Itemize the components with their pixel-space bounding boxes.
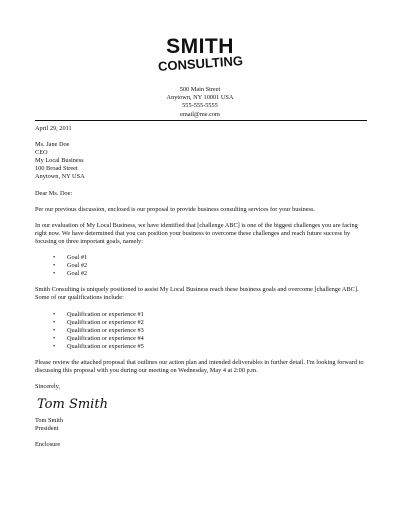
- paragraph: Please review the attached proposal that outlines our action plan and intended deliverables in further detail. I'm looking forward to discussing this proposal with you during our meeting on Wednesday, May 4 at 2:00 p.m.: [35, 358, 364, 375]
- list-item: • Goal #2: [53, 270, 370, 278]
- list-item: • Goal #2: [53, 262, 370, 270]
- recipient-title: CEO: [35, 149, 48, 157]
- address-street: 500 Main Street: [179, 86, 221, 93]
- letterhead-divider: [35, 120, 367, 121]
- signer-title: President: [35, 425, 59, 433]
- paragraph: Per our previous discussion, enclosed is our proposal to provide business consulting services for your business.: [35, 205, 315, 213]
- recipient-city: Anytown, NY USA: [35, 173, 85, 181]
- recipient-company: My Local Business: [35, 157, 84, 165]
- list-item: • Qualification or experience #4: [53, 335, 370, 343]
- letter-date: April 29, 2011: [35, 125, 72, 132]
- recipient-block: [35, 141, 370, 181]
- email-address: email@me.com: [180, 110, 220, 118]
- closing: Sincerely,: [35, 383, 60, 391]
- list-item: • Qualification or experience #3: [53, 327, 370, 335]
- list-item: • Goal #1: [53, 254, 370, 262]
- enclosure-note: Enclosure: [35, 441, 61, 449]
- logo-wordmark-consulting: CONSULTING: [157, 53, 243, 74]
- signer-name: Tom Smith: [35, 417, 64, 425]
- recipient-street: 100 Broad Street: [35, 165, 78, 173]
- paragraph: In our evaluation of My Local Business, we have identified that [challenge ABC] is one of the biggest challenges you are facing right now. We have determined that you can position your business to overcome these challenges and reach future success by focusing on three important goals, namely:: [35, 221, 358, 245]
- qualifications-list: [35, 311, 370, 351]
- salutation: Dear Ms. Doe:: [35, 189, 73, 197]
- list-item: • Qualification or experience #1: [53, 311, 370, 319]
- company-logo: [0, 35, 400, 74]
- address-city: Anytown, NY 10001 USA: [166, 94, 234, 102]
- phone-number: 555-555-5555: [182, 102, 218, 110]
- letterhead-address: [0, 86, 400, 119]
- list-item: • Qualification or experience #5: [53, 343, 370, 351]
- paragraph: Smith Consulting is uniquely positioned to assist My Local Business reach these business goals and overcome [challenge ABC]. Some of our qualifications include:: [35, 286, 359, 302]
- recipient-name: Ms. Jane Doe: [35, 141, 70, 149]
- list-item: • Qualification or experience #2: [53, 319, 370, 327]
- handwritten-signature: Tom Smith: [37, 397, 108, 413]
- letter-body: [35, 125, 370, 450]
- logo-wordmark-smith: SMITH: [166, 35, 234, 58]
- goals-list: [35, 254, 370, 278]
